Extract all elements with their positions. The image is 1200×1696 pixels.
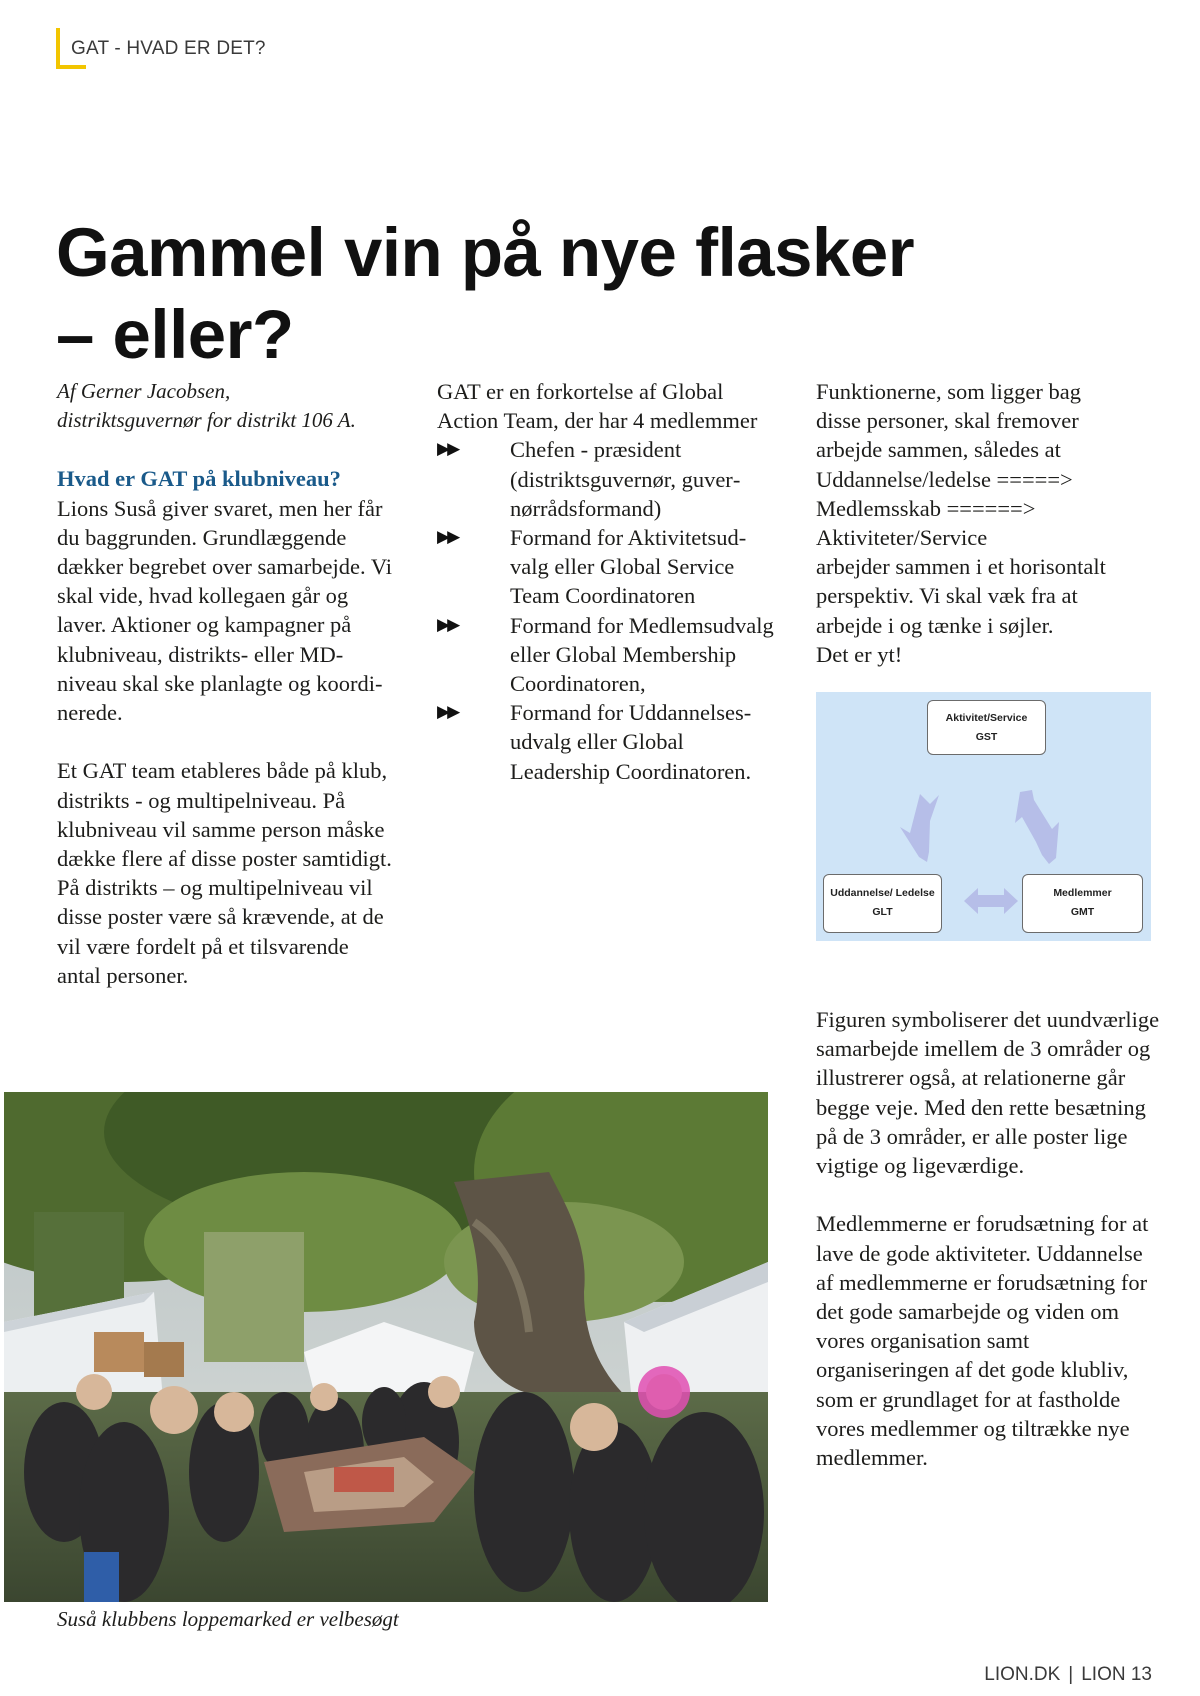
box-label: Medlemmer <box>1053 887 1112 899</box>
byline-role: distriktsguvernør for distrikt 106 A. <box>57 408 356 433</box>
photo-illustration <box>4 1092 768 1602</box>
role-text: Chefen - præsident (distriktsguvernør, guvernørrådsformand) <box>510 437 741 521</box>
text-line: Funktionerne, som ligger bag <box>816 379 1081 404</box>
double-arrow-icon: ▶▶ <box>437 702 458 723</box>
tag-bracket-horizontal <box>56 65 86 69</box>
text-line: arbejder sammen i et horisontalt <box>816 554 1106 580</box>
byline-author: Af Gerner Jacobsen, <box>57 379 231 403</box>
text-line: disse personer, skal fremover <box>816 408 1079 434</box>
role-text: Formand for Aktivitetsudvalg eller Global Service Team Coordinatoren <box>510 525 747 609</box>
text-line: Det er yt! <box>816 641 903 667</box>
paragraph-intro: Lions Suså giver svaret, men her får du baggrunden. Grundlæggende dækker begrebet over samarbejde. Vi skal vide, hvad kollegaen går og laver. Aktioner og kampagner på klubniveau, distrikts- eller MD-niveau skal ske planlagte og koordinerede. <box>57 495 392 726</box>
title-line-1: Gammel vin på nye flasker <box>56 214 915 291</box>
list-item <box>437 523 777 611</box>
paragraph-gat-team: Et GAT team etableres både på klub, distrikts - og multipelniveau. På klubniveau vil samme person måske dække flere af disse poster samtidigt. På distrikts – og multipelniveau vil disse poster være så krævende, at de vil være fordelt på et tilsvarende antal personer. <box>57 758 392 988</box>
text-line: Uddannelse/ledelse =====> <box>816 466 1073 492</box>
article-title <box>56 212 956 376</box>
paragraph-members: Medlemmerne er forudsætning for at lave de gode aktiviteter. Uddannelse af medlemmerne er forudsætning for det gode samarbejde og viden om vores organisation samt organiseringen af det gode klubliv, som er grundlaget for at fastholde vores medlemmer og tiltrække nye medlemmer. <box>816 1211 1149 1471</box>
double-arrow-icon: ▶▶ <box>437 614 458 635</box>
role-text: Formand for Uddannelsesudvalg eller Global Leadership Coordinatoren. <box>510 700 752 784</box>
box-code: GST <box>975 731 998 743</box>
box-code: GLT <box>872 906 893 918</box>
subheading: Hvad er GAT på klubniveau? <box>57 466 341 492</box>
section-label: GAT - HVAD ER DET? <box>71 38 266 59</box>
footer-separator: | <box>1068 1664 1074 1685</box>
section-tag <box>56 28 276 68</box>
text-line: Medlemsskab ======> <box>816 495 1036 521</box>
double-arrow-icon: ▶▶ <box>437 439 458 460</box>
box-code: GMT <box>1070 906 1095 918</box>
text-line: Aktiviteter/Service <box>816 525 988 551</box>
column-1 <box>57 377 397 990</box>
role-text: Formand for Medlemsudvalg eller Global Membership Coordinatoren, <box>510 612 774 697</box>
list-item <box>437 611 777 699</box>
box-members <box>1022 874 1143 933</box>
flea-market-photo <box>4 1092 768 1602</box>
gat-diagram <box>816 692 1151 941</box>
page-footer <box>984 1664 1152 1686</box>
title-line-2: – eller? <box>56 296 294 373</box>
text-line: arbejde sammen, således at <box>816 437 1061 463</box>
arrow-horizontal <box>964 888 1018 914</box>
arrow-right-diagonal <box>1015 790 1059 864</box>
list-item <box>437 435 777 523</box>
box-label: Aktivitet/Service <box>945 712 1028 724</box>
text-line: perspektiv. Vi skal væk fra at <box>816 583 1078 609</box>
arrow-left-diagonal <box>900 794 939 862</box>
box-label: Uddannelse/ Ledelse <box>830 887 935 899</box>
double-arrow-icon: ▶▶ <box>437 527 458 548</box>
footer-site: LION.DK <box>984 1664 1061 1685</box>
paragraph-gat-definition: GAT er en forkortelse af Global Action Team, der har 4 medlemmer <box>437 379 758 434</box>
paragraph-figure-explanation: Figuren symboliserer det uundværlige samarbejde imellem de 3 områder og illustrerer også, at relationerne går begge veje. Med den rette besætning på de 3 områder, er alle poster lige vigtige og ligeværdige. <box>816 1007 1160 1179</box>
box-education-leadership <box>823 874 942 933</box>
paragraph-functions <box>816 377 1161 669</box>
tag-bracket-vertical <box>56 28 60 68</box>
box-activity-service <box>927 700 1046 755</box>
roles-list <box>437 435 777 785</box>
text-line: arbejde i og tænke i søjler. <box>816 612 1054 638</box>
list-item <box>437 698 777 786</box>
column-2 <box>437 377 777 786</box>
page-number: LION 13 <box>1081 1664 1152 1685</box>
photo-caption: Suså klubbens loppemarked er velbesøgt <box>57 1607 399 1631</box>
